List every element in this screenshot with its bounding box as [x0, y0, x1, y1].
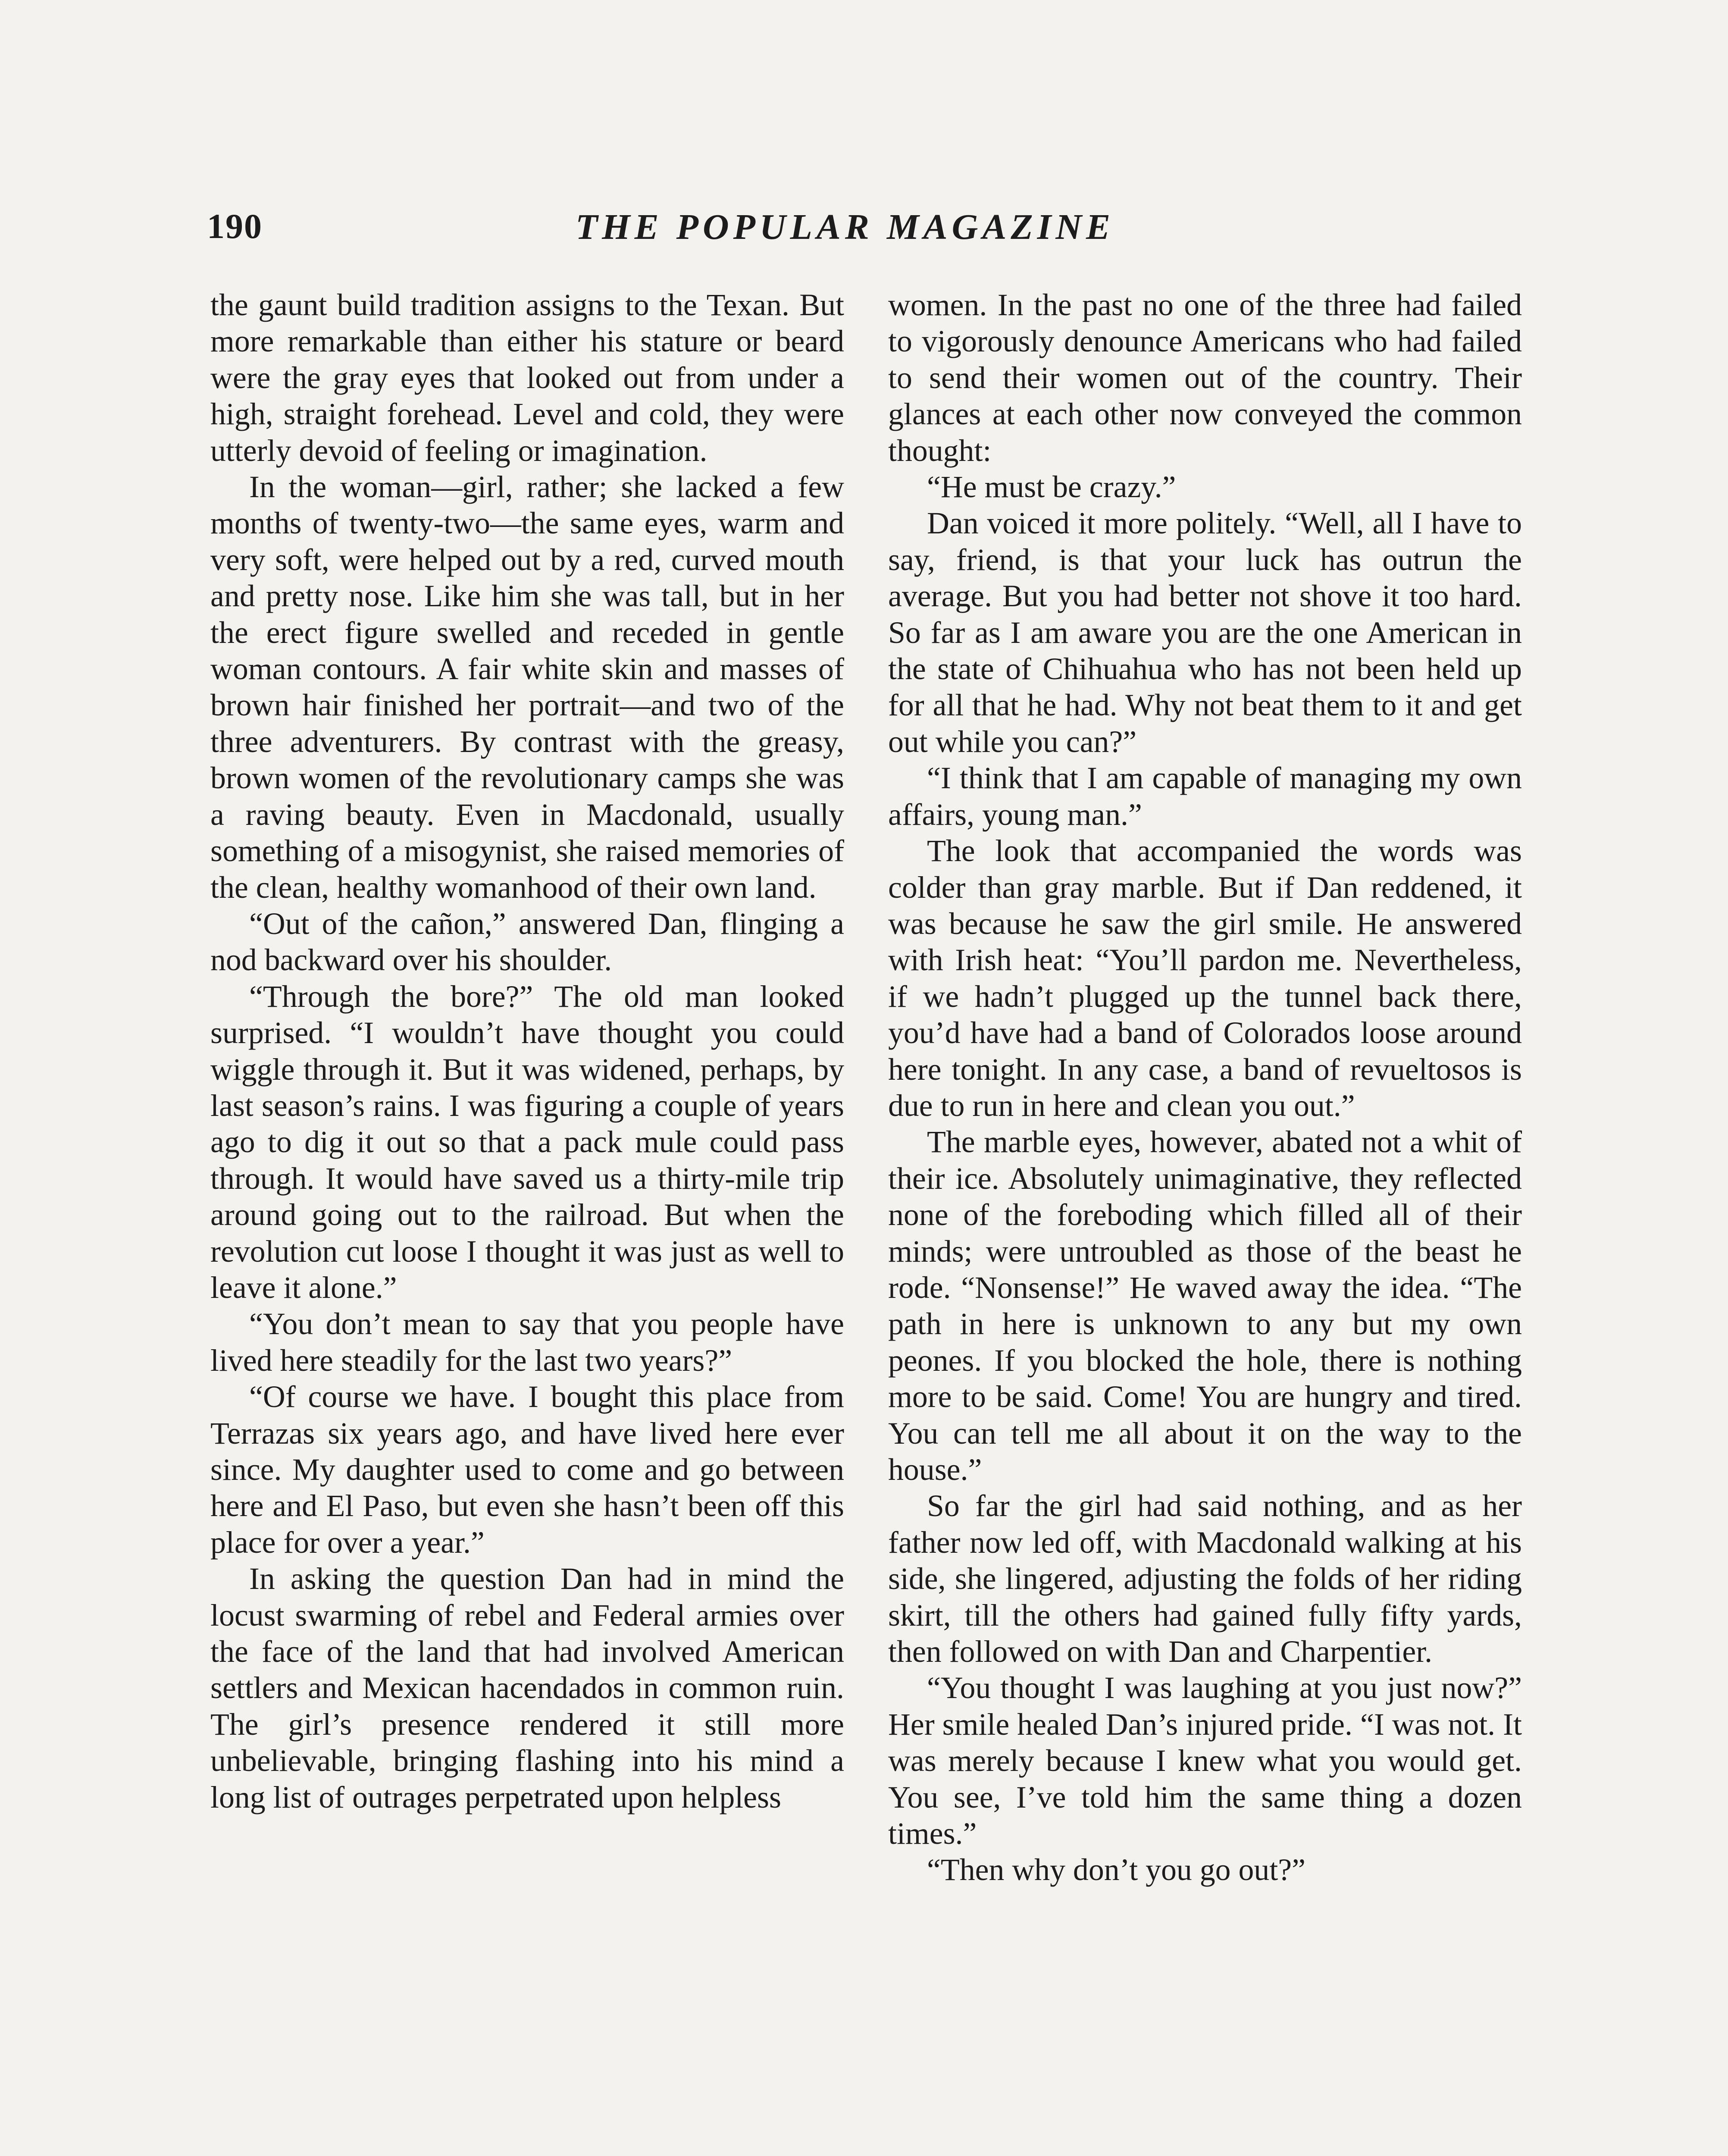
- paragraph: The marble eyes, however, abated not a whit of their ice. Absolutely unimaginative, they reflected none of the foreboding which filled all of their minds; were untroubled as those of the beast he rode. “Nonsense!” He waved away the idea. “The path in here is unknown to any but my own peones. If you blocked the hole, there is nothing more to be said. Come! You are hungry and tired. You can tell me all about it on the way to the house.”: [888, 1125, 1522, 1487]
- page-header: [207, 203, 1483, 254]
- running-head: THE POPULAR MAGAZINE: [575, 207, 1115, 247]
- paragraph: “Then why don’t you go out?”: [927, 1852, 1306, 1887]
- paragraph: “Through the bore?” The old man looked surprised. “I wouldn’t have thought you could wiggle through it. But it was widened, perhaps, by last season’s rains. I was figuring a couple of years ago to dig it out so that a pack mule could pass through. It would have saved us a thirty-mile trip around going out to the railroad. But when the revolution cut loose I thought it was just as well to leave it alone.”: [210, 979, 844, 1305]
- paragraph: So far the girl had said nothing, and as her father now led off, with Macdonald walking at his side, she lingered, adjusting the folds of her riding skirt, till the others had gained fully fifty yards, then followed on with Dan and Charpentier.: [888, 1489, 1522, 1669]
- paragraph: the gaunt build tradition assigns to the Texan. But more remarkable than either his stature or beard were the gray eyes that looked out from under a high, straight forehead. Level and cold, they were utterly devoid of feeling or imagination.: [210, 288, 844, 468]
- paragraph: “You don’t mean to say that you people have lived here steadily for the last two years?”: [210, 1307, 844, 1378]
- paragraph: women. In the past no one of the three had failed to vigorously denounce Americans who had failed to send their women out of the country. Their glances at each other now conveyed the common thought:: [888, 288, 1522, 468]
- page-number: 190: [207, 207, 263, 246]
- left-column: [210, 287, 844, 1815]
- paragraph: In asking the question Dan had in mind the locust swarming of rebel and Federal armies over the face of the land that had involved American settlers and Mexican hacendados in common ruin. The girl’s presence rendered it still more unbelievable, bringing flashing into his mind a long list of outrages perpetrated upon helpless: [210, 1561, 844, 1814]
- paragraph: “Of course we have. I bought this place from Terrazas six years ago, and have lived here ever since. My daughter used to come and go between here and El Paso, but even she hasn’t been off this place for over a year.”: [210, 1379, 844, 1560]
- paragraph: In the woman—girl, rather; she lacked a few months of twenty-two—the same eyes, warm and very soft, were helped out by a red, curved mouth and pretty nose. Like him she was tall, but in her the erect figure swelled and receded in gentle woman contours. A fair white skin and masses of brown hair finished her portrait—and two of the three adventurers. By contrast with the greasy, brown women of the revolutionary camps she was a raving beauty. Even in Macdonald, usually something of a misogynist, she raised memories of the clean, healthy womanhood of their own land.: [210, 470, 844, 905]
- paragraph: The look that accompanied the words was colder than gray marble. But if Dan reddened, it was because he saw the girl smile. He answered with Irish heat: “You’ll pardon me. Nevertheless, if we hadn’t plugged up the tunnel back there, you’d have had a band of Colorados loose around here tonight. In any case, a band of revueltosos is due to run in here and clean you out.”: [888, 834, 1522, 1123]
- paragraph: Dan voiced it more politely. “Well, all I have to say, friend, is that your luck has outrun the average. But you had better not shove it too hard. So far as I am aware you are the one American in the state of Chihuahua who has not been held up for all that he had. Why not beat them to it and get out while you can?”: [888, 506, 1522, 759]
- paragraph: “He must be crazy.”: [927, 470, 1176, 505]
- paragraph: “Out of the cañon,” answered Dan, flinging a nod backward over his shoulder.: [210, 906, 844, 978]
- paragraph: “I think that I am capable of managing my own affairs, young man.”: [888, 761, 1522, 832]
- right-column: [888, 287, 1522, 1888]
- paragraph: “You thought I was laughing at you just now?” Her smile healed Dan’s injured pride. “I was not. It was merely because I knew what you would get. You see, I’ve told him the same thing a dozen times.”: [888, 1670, 1522, 1851]
